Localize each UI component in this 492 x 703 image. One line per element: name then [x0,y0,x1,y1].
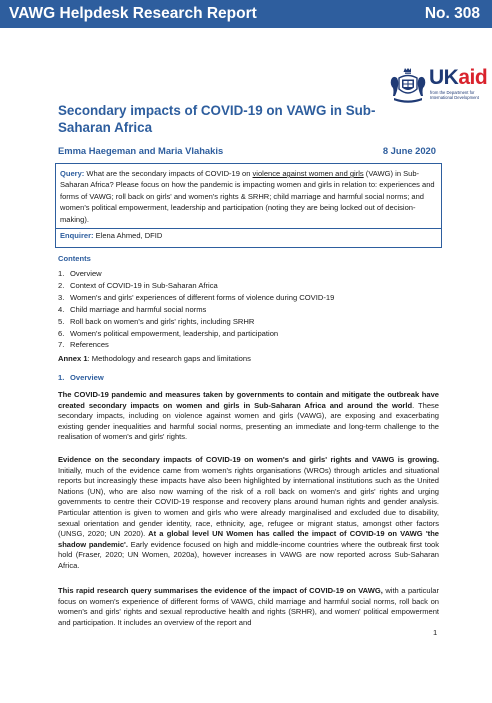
contents-item[interactable]: 3. Women's and girls' experiences of different forms of violence during COVID-19 [58,292,335,302]
report-series-title: VAWG Helpdesk Research Report [9,5,257,22]
overview-paragraph-2: Evidence on the secondary impacts of COVID-19 on women's and girls' rights and VAWG is growing. Initially, much of the evidence came from women's rights organisations (WROs) through articles and situational reports but increasingly these impacts have also been highlighted by international institutions such as the United Nations (UN), who are also now warning of the risk of a roll back on women's and girls' rights and urging governments to centre their COVID-19 response and recovery plans around human rights and gender analysis. Particular attention is given to women and girls who were already marginalised and excluded due to disability, sexual orientation and gender identity, race, ethnicity, age, refugee or migrant status, amongst other factors (UNSG, 2020; UN 2020). At a global level UN Women has called the impact of COVID-19 on VAWG 'the shadow pandemic'. Early evidence focused on high and middle-income countries where the outbreak first took hold (Fraser, 2020; UN Women, 2020a), however increases in VAWG are now reported across Sub-Saharan Africa. [58,455,440,570]
page-number: 1 [433,628,438,637]
contents-list [58,268,438,351]
section-heading-overview: 1. Overview [58,373,104,382]
report-number: No. 308 [424,5,480,22]
contents-heading: Contents [58,254,91,263]
report-date: 8 June 2020 [382,145,436,156]
annex-line[interactable]: Annex 1: Methodology and research gaps and limitations [58,354,251,363]
contents-item[interactable]: 2. Context of COVID-19 in Sub-Saharan Africa [58,280,218,290]
contents-item[interactable]: 6. Women's political empowerment, leadership, and participation [58,328,279,338]
report-title: Secondary impacts of COVID-19 on VAWG in Sub-Saharan Africa [58,103,376,135]
contents-item[interactable]: 1. Overview [58,269,102,278]
query-label: Query: [60,169,85,178]
ukaid-logo [388,66,488,106]
enquirer-name: Elena Ahmed, DFID [93,231,163,241]
royal-crest-icon [388,66,428,104]
ukaid-wordmark: UKaid [429,66,488,89]
vawg-link[interactable]: violence against women and girls [252,169,364,178]
enquirer-line [60,229,437,241]
contents-item[interactable]: 4. Child marriage and harmful social norms [58,304,207,314]
contents-item[interactable]: 5. Roll back on women's and girls' rights, including SRHR [58,316,255,326]
overview-paragraph-3: This rapid research query summarises the evidence of the impact of COVID-19 on VAWG, with a particular focus on women's experience of different forms of VAWG, child marriage and harmful social norms, roll back on women's and girls' rights and sexual reproductive health and rights (SRHR), and women' political empowerment and participation. It includes an overview of the report and [58,586,439,627]
query-text: Query: What are the secondary impacts of COVID-19 on violence against women and girls (VAWG) in Sub-Saharan Africa? Please focus on how the pandemic is impacting women and girls in relation to: experiences and forms of VAWG; roll back on girls' and women's rights & SRHR; child marriage and harmful social norms; and women's political empowerment, leadership and participation (noting they are being locked out of decision-making). [60,169,435,224]
report-header-bar [0,0,492,28]
query-box [55,163,442,248]
enquirer-label: Enquirer: [60,231,94,241]
overview-paragraph-1: The COVID-19 pandemic and measures taken by governments to contain and mitigate the outbreak have created secondary impacts on women and girls in Sub-Saharan Africa and around the world. These secondary impacts, including on violence against women and girls (VAWG), are exposing and exacerbating existing gender inequalities and harmful social norms, presenting an immediate and long-term challenge to the realisation of women's and girls' rights. [58,390,439,442]
ukaid-tagline: from the Department for International Development [430,90,479,100]
authors-row [58,145,436,156]
contents-item[interactable]: 7. References [58,340,109,350]
authors: Emma Haegeman and Maria Vlahakis [58,145,224,156]
